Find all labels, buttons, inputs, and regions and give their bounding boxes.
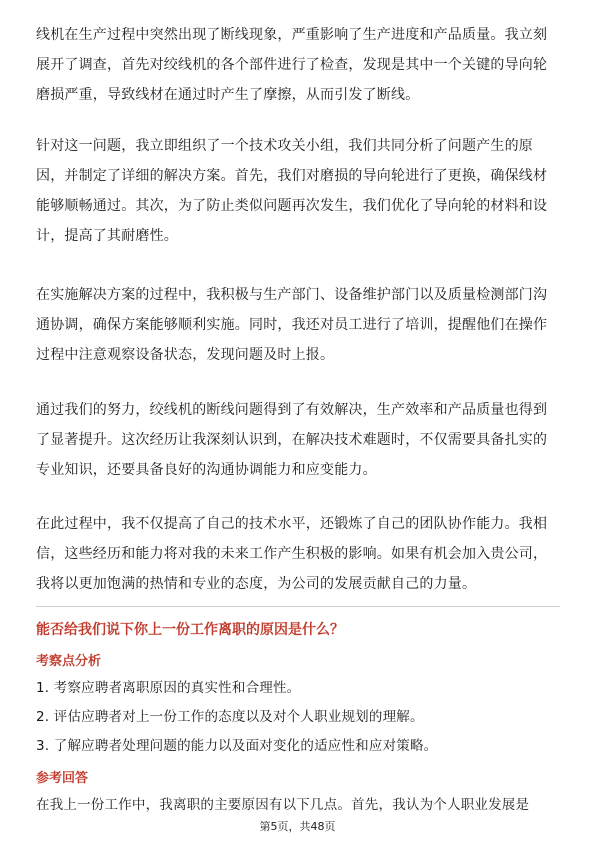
text-line: 磨损严重，导致线材在通过时产生了摩擦，从而引发了断线。 <box>36 87 420 103</box>
text-line: 在实施解决方案的过程中，我积极与生产部门、设备维护部门以及质量检测部门沟 <box>36 287 548 303</box>
text-line: 因，并制定了详细的解决方案。首先，我们对磨损的导向轮进行了更换，确保线材 <box>36 168 548 184</box>
text-line: 通协调，确保方案能够顺利实施。同时，我还对员工进行了培训，提醒他们在操作 <box>36 317 548 333</box>
analysis-item: 1. 考察应聘者离职原因的真实性和合理性。 <box>36 680 301 696</box>
text-line: 我将以更加饱满的热情和专业的态度，为公司的发展贡献自己的力量。 <box>36 576 477 592</box>
paragraph-4 <box>36 395 560 485</box>
text-line: 针对这一问题，我立即组织了一个技术攻关小组，我们共同分析了问题产生的原 <box>36 138 533 154</box>
page-number: 第5页，共48页 <box>259 820 336 833</box>
text-line: 信，这些经历和能力将对我的未来工作产生积极的影响。如果有机会加入贵公司， <box>36 546 548 562</box>
paragraph-5 <box>36 509 560 599</box>
text-line: 展开了调查，首先对绞线机的各个部件进行了检查，发现是其中一个关键的导向轮 <box>36 57 548 73</box>
paragraph-3 <box>36 280 560 370</box>
text-line: 了显著提升。这次经历让我深刻认识到，在解决技术难题时，不仅需要具备扎实的 <box>36 432 548 448</box>
question-heading: 能否给我们说下你上一份工作离职的原因是什么？ <box>36 622 344 638</box>
analysis-item: 3. 了解应聘者处理问题的能力以及面对变化的适应性和应对策略。 <box>36 738 438 754</box>
paragraph-2 <box>36 131 560 251</box>
text-line: 在此过程中，我不仅提高了自己的技术水平，还锻炼了自己的团队协作能力。我相 <box>36 516 548 532</box>
section-divider <box>36 606 560 607</box>
text-line: 计，提高了其耐磨性。 <box>36 228 178 244</box>
text-line: 过程中注意观察设备状态，发现问题及时上报。 <box>36 347 335 363</box>
text-line: 通过我们的努力，绞线机的断线问题得到了有效解决，生产效率和产品质量也得到 <box>36 402 548 418</box>
answer-text: 在我上一份工作中，我离职的主要原因有以下几点。首先，我认为个人职业发展是 <box>36 797 530 813</box>
text-line: 专业知识，还要具备良好的沟通协调能力和应变能力。 <box>36 462 377 478</box>
analysis-heading: 考察点分析 <box>36 654 102 669</box>
text-line: 线机在生产过程中突然出现了断线现象，严重影响了生产进度和产品质量。我立刻 <box>36 27 548 43</box>
analysis-item: 2. 评估应聘者对上一份工作的态度以及对个人职业规划的理解。 <box>36 709 424 725</box>
answer-heading: 参考回答 <box>36 771 89 786</box>
text-line: 能够顺畅通过。其次，为了防止类似问题再次发生，我们优化了导向轮的材料和设 <box>36 198 548 214</box>
paragraph-1 <box>36 20 560 110</box>
